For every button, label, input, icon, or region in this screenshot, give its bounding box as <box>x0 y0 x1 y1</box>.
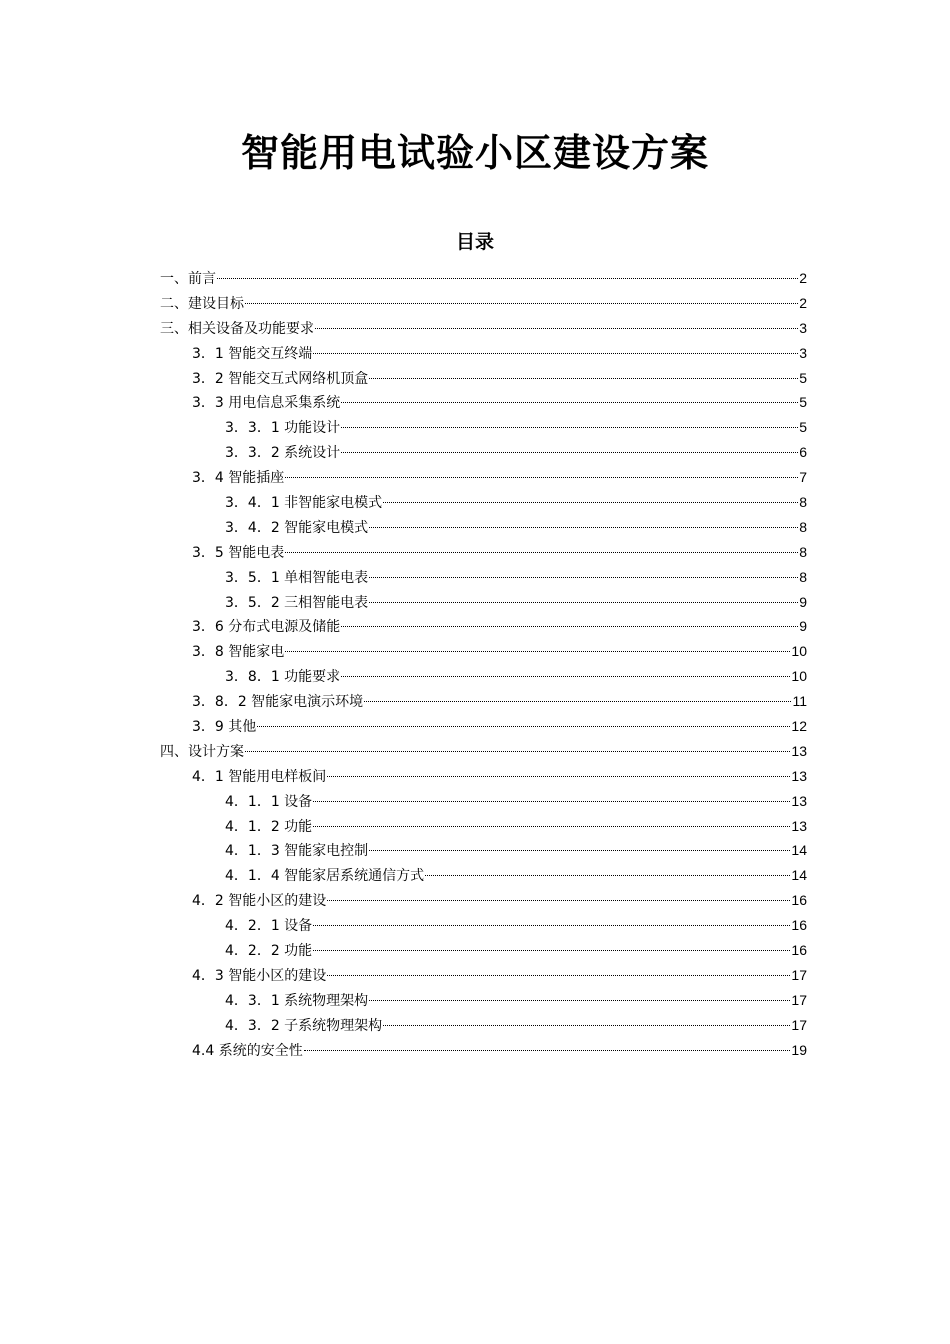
table-of-contents <box>160 266 807 1063</box>
toc-entry-label: 3．3．1 功能设计 <box>225 420 341 437</box>
toc-entry-label: 4．1．4 智能家居系统通信方式 <box>225 868 425 885</box>
toc-entry-page-number: 17 <box>791 966 807 983</box>
toc-entry-page-number: 8 <box>799 568 807 585</box>
toc-entry-label: 3．5．2 三相智能电表 <box>225 594 369 611</box>
toc-entry[interactable] <box>160 490 807 515</box>
toc-entry[interactable] <box>160 614 807 639</box>
toc-entry-page-number: 3 <box>799 319 807 336</box>
toc-entry[interactable] <box>160 291 807 316</box>
toc-dot-leader <box>327 776 790 777</box>
toc-dot-leader <box>285 552 798 553</box>
toc-dot-leader <box>257 726 790 727</box>
toc-entry[interactable] <box>160 266 807 291</box>
toc-entry-page-number: 7 <box>799 469 807 486</box>
toc-entry-label: 3．8 智能家电 <box>192 644 285 661</box>
toc-entry[interactable] <box>160 863 807 888</box>
toc-entry-page-number: 8 <box>799 543 807 560</box>
toc-entry-label: 3．2 智能交互式网络机顶盒 <box>192 370 369 387</box>
toc-entry-label: 3．5．1 单相智能电表 <box>225 569 369 586</box>
toc-dot-leader <box>313 826 790 827</box>
toc-entry-page-number: 8 <box>799 494 807 511</box>
toc-dot-leader <box>327 975 790 976</box>
toc-entry-label: 3．1 智能交互终端 <box>192 345 313 362</box>
toc-entry-label: 3．8．1 功能要求 <box>225 669 341 686</box>
toc-entry[interactable] <box>160 639 807 664</box>
toc-entry[interactable] <box>160 565 807 590</box>
toc-entry[interactable] <box>160 789 807 814</box>
toc-entry-page-number: 13 <box>791 742 807 759</box>
toc-entry[interactable] <box>160 390 807 415</box>
toc-entry-page-number: 10 <box>791 643 807 660</box>
toc-entry-page-number: 17 <box>791 991 807 1008</box>
toc-entry[interactable] <box>160 341 807 366</box>
toc-dot-leader <box>327 900 790 901</box>
toc-dot-leader <box>341 676 790 677</box>
toc-dot-leader <box>315 328 798 329</box>
toc-entry-label: 4．3 智能小区的建设 <box>192 967 327 984</box>
toc-entry-page-number: 19 <box>791 1041 807 1058</box>
toc-dot-leader <box>425 875 790 876</box>
toc-dot-leader <box>313 353 798 354</box>
toc-dot-leader <box>369 577 798 578</box>
toc-entry-page-number: 13 <box>791 792 807 809</box>
toc-entry-page-number: 9 <box>799 593 807 610</box>
toc-entry-page-number: 2 <box>799 270 807 286</box>
toc-entry-label: 3．5 智能电表 <box>192 544 285 561</box>
toc-entry-label: 一、前言 <box>160 271 216 287</box>
toc-entry-label: 3．9 其他 <box>192 719 257 736</box>
toc-entry-page-number: 2 <box>799 294 807 311</box>
toc-entry[interactable] <box>160 739 807 764</box>
toc-entry[interactable] <box>160 938 807 963</box>
toc-entry-page-number: 16 <box>791 942 807 959</box>
toc-dot-leader <box>369 850 790 851</box>
toc-entry-page-number: 16 <box>791 892 807 909</box>
toc-dot-leader <box>341 452 798 453</box>
toc-dot-leader <box>383 1025 790 1026</box>
toc-entry-label: 4．1．1 设备 <box>225 793 313 810</box>
toc-entry-label: 3．4．2 智能家电模式 <box>225 519 369 536</box>
toc-dot-leader <box>285 477 798 478</box>
toc-entry[interactable] <box>160 415 807 440</box>
toc-entry[interactable] <box>160 515 807 540</box>
toc-dot-leader <box>313 925 790 926</box>
toc-entry-label: 4．3．2 子系统物理架构 <box>225 1017 383 1034</box>
toc-entry[interactable] <box>160 963 807 988</box>
toc-entry-page-number: 3 <box>799 344 807 361</box>
toc-entry-label: 4．2．2 功能 <box>225 943 313 960</box>
toc-entry[interactable] <box>160 988 807 1013</box>
toc-entry[interactable] <box>160 590 807 615</box>
toc-entry-page-number: 12 <box>791 718 807 735</box>
toc-dot-leader <box>369 527 798 528</box>
toc-entry-label: 四、设计方案 <box>160 743 244 760</box>
toc-entry[interactable] <box>160 888 807 913</box>
toc-entry-label: 4．1 智能用电样板间 <box>192 768 327 785</box>
toc-entry[interactable] <box>160 465 807 490</box>
toc-entry[interactable] <box>160 838 807 863</box>
toc-entry[interactable] <box>160 540 807 565</box>
toc-entry-label: 3．8．2 智能家电演示环境 <box>192 694 364 711</box>
toc-entry[interactable] <box>160 316 807 341</box>
toc-entry-page-number: 10 <box>791 668 807 685</box>
toc-entry-page-number: 14 <box>791 867 807 884</box>
toc-entry-label: 4．3．1 系统物理架构 <box>225 992 369 1009</box>
toc-dot-leader <box>341 427 798 428</box>
toc-entry-page-number: 5 <box>799 419 807 436</box>
toc-entry[interactable] <box>160 366 807 391</box>
toc-entry-label: 3．3 用电信息采集系统 <box>192 395 341 412</box>
toc-entry-page-number: 11 <box>792 693 807 710</box>
toc-entry-label: 3．4 智能插座 <box>192 470 285 487</box>
toc-dot-leader <box>364 701 791 702</box>
toc-heading: 目录 <box>455 231 494 253</box>
toc-entry-label: 4．2．1 设备 <box>225 918 313 935</box>
toc-dot-leader <box>313 950 790 951</box>
toc-entry-page-number: 9 <box>799 618 807 635</box>
toc-entry-page-number: 6 <box>799 444 807 461</box>
toc-entry-label: 4．2 智能小区的建设 <box>192 893 327 910</box>
toc-entry[interactable] <box>160 664 807 689</box>
toc-dot-leader <box>369 1000 790 1001</box>
toc-entry-label: 3．6 分布式电源及储能 <box>192 619 341 636</box>
toc-entry[interactable] <box>160 1038 807 1063</box>
toc-entry[interactable] <box>160 714 807 739</box>
toc-entry-page-number: 14 <box>791 842 807 859</box>
toc-dot-leader <box>217 278 798 279</box>
toc-entry[interactable] <box>160 689 807 714</box>
toc-dot-leader <box>313 801 790 802</box>
toc-entry-page-number: 13 <box>791 817 807 834</box>
toc-dot-leader <box>304 1050 791 1051</box>
toc-entry-page-number: 8 <box>799 518 807 535</box>
toc-dot-leader <box>245 303 798 304</box>
toc-entry[interactable] <box>160 440 807 465</box>
document-title: 智能用电试验小区建设方案 <box>240 130 709 175</box>
toc-entry-label: 4．1．2 功能 <box>225 818 313 835</box>
toc-entry-label: 4．1．3 智能家电控制 <box>225 843 369 860</box>
toc-entry[interactable] <box>160 913 807 938</box>
toc-entry-page-number: 5 <box>799 369 807 386</box>
toc-entry-page-number: 16 <box>791 917 807 934</box>
toc-dot-leader <box>245 751 790 752</box>
toc-dot-leader <box>341 626 798 627</box>
toc-dot-leader <box>383 502 798 503</box>
toc-entry[interactable] <box>160 814 807 839</box>
toc-entry[interactable] <box>160 1013 807 1038</box>
toc-entry-label: 3．3．2 系统设计 <box>225 445 341 462</box>
toc-dot-leader <box>369 378 798 379</box>
toc-entry-label: 二、建设目标 <box>160 295 244 312</box>
toc-dot-leader <box>369 602 798 603</box>
toc-entry-page-number: 5 <box>799 394 807 411</box>
toc-entry-page-number: 17 <box>791 1016 807 1033</box>
toc-entry[interactable] <box>160 764 807 789</box>
toc-dot-leader <box>341 402 798 403</box>
toc-entry-label: 三、相关设备及功能要求 <box>160 320 314 337</box>
toc-entry-label: 3．4．1 非智能家电模式 <box>225 495 383 512</box>
toc-entry-page-number: 13 <box>791 767 807 784</box>
toc-dot-leader <box>285 651 790 652</box>
toc-entry-label: 4.4 系统的安全性 <box>192 1042 303 1059</box>
